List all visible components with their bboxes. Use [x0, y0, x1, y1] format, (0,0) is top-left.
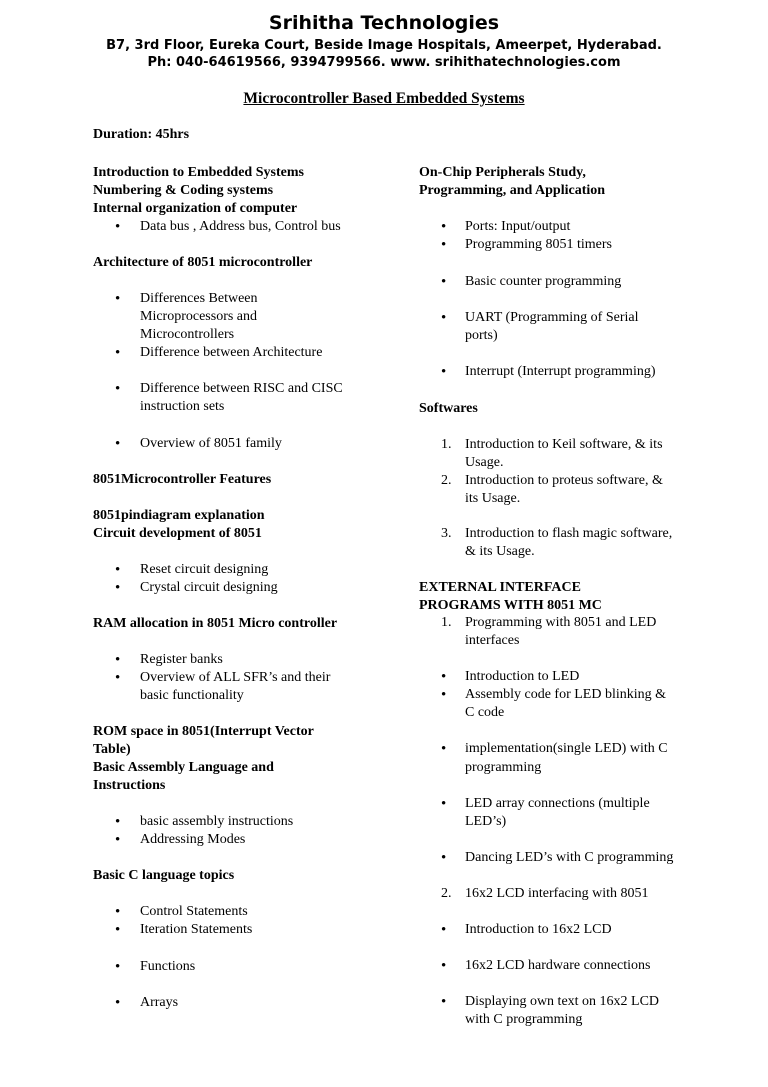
course-title	[0, 90, 768, 108]
list-item: Differences Between	[140, 291, 258, 306]
list-item: Data bus , Address bus, Control bus	[140, 219, 341, 234]
bullet-marker: •	[441, 796, 447, 812]
bullet-marker: •	[115, 832, 121, 848]
list-item: Control Statements	[140, 904, 248, 919]
list-item: Introduction to Keil software, & its	[465, 437, 663, 452]
section-heading: Softwares	[419, 401, 478, 416]
bullet-marker: •	[441, 741, 447, 757]
list-item: C code	[465, 705, 505, 720]
list-item: Reset circuit designing	[140, 562, 269, 577]
section-heading: 8051Microcontroller Features	[93, 472, 272, 487]
section-heading: Introduction to Embedded Systems	[93, 165, 304, 180]
list-item: interfaces	[465, 633, 520, 648]
bullet-marker: •	[115, 381, 121, 397]
list-item: 16x2 LCD interfacing with 8051	[465, 886, 649, 901]
list-item: Introduction to flash magic software,	[465, 526, 673, 541]
list-item: with C programming	[465, 1012, 583, 1027]
section-heading: Numbering & Coding systems	[93, 183, 274, 198]
number-marker: 2.	[441, 473, 452, 488]
bullet-marker: •	[115, 959, 121, 975]
list-item: implementation(single LED) with C	[465, 741, 668, 756]
section-heading: Basic Assembly Language and	[93, 760, 274, 775]
list-item: Introduction to proteus software, &	[465, 473, 663, 488]
list-item: Ports: Input/output	[465, 219, 571, 234]
section-heading: PROGRAMS WITH 8051 MC	[419, 598, 602, 613]
list-item: Functions	[140, 959, 196, 974]
list-item: UART (Programming of Serial	[465, 310, 639, 325]
list-item: basic functionality	[140, 688, 244, 703]
section-heading: Internal organization of computer	[93, 201, 298, 216]
bullet-marker: •	[115, 345, 121, 361]
company-address: B7, 3rd Floor, Eureka Court, Beside Image Hospitals, Ameerpet, Hyderabad.	[106, 38, 662, 53]
bullet-marker: •	[115, 436, 121, 452]
bullet-marker: •	[441, 922, 447, 938]
bullet-marker: •	[441, 669, 447, 685]
list-item: instruction sets	[140, 399, 225, 414]
bullet-marker: •	[115, 291, 121, 307]
bullet-marker: •	[441, 958, 447, 974]
list-item: Microcontrollers	[140, 327, 235, 342]
duration: Duration: 45hrs	[93, 127, 190, 142]
list-item: Arrays	[140, 995, 179, 1010]
section-heading: Circuit development of 8051	[93, 526, 262, 541]
list-item: 16x2 LCD hardware connections	[465, 958, 651, 973]
bullet-marker: •	[115, 580, 121, 596]
section-heading: 8051pindiagram explanation	[93, 508, 265, 523]
list-item: Register banks	[140, 652, 223, 667]
bullet-marker: •	[441, 687, 447, 703]
list-item: Basic counter programming	[465, 274, 622, 289]
bullet-marker: •	[115, 904, 121, 920]
list-item: Iteration Statements	[140, 922, 253, 937]
section-heading: RAM allocation in 8051 Micro controller	[93, 616, 338, 631]
section-heading: Instructions	[93, 778, 166, 793]
list-item: Interrupt (Interrupt programming)	[465, 364, 656, 379]
bullet-marker: •	[441, 994, 447, 1010]
bullet-marker: •	[441, 274, 447, 290]
section-heading: Architecture of 8051 microcontroller	[93, 255, 313, 270]
company-contact: Ph: 040-64619566, 9394799566. www. srihithatechnologies.com	[147, 55, 621, 70]
bullet-marker: •	[441, 219, 447, 235]
list-item: Displaying own text on 16x2 LCD	[465, 994, 660, 1009]
bullet-marker: •	[115, 219, 121, 235]
list-item: Overview of 8051 family	[140, 436, 282, 451]
company-name: Srihitha Technologies	[268, 12, 500, 34]
list-item: LED’s)	[465, 814, 507, 829]
list-item: Crystal circuit designing	[140, 580, 278, 595]
list-item: ports)	[465, 328, 498, 343]
list-item: LED array connections (multiple	[465, 796, 650, 811]
number-marker: 1.	[441, 437, 452, 452]
list-item: Dancing LED’s with C programming	[465, 850, 674, 865]
course-title-text: Microcontroller Based Embedded Systems	[243, 90, 525, 107]
section-heading: Table)	[93, 742, 131, 757]
section-heading: ROM space in 8051(Interrupt Vector	[93, 724, 314, 739]
list-item: its Usage.	[465, 491, 521, 506]
list-item: Microprocessors and	[140, 309, 258, 324]
bullet-marker: •	[115, 670, 121, 686]
list-item: Addressing Modes	[140, 832, 246, 847]
list-item: Introduction to LED	[465, 669, 580, 684]
bullet-marker: •	[115, 995, 121, 1011]
list-item: Difference between RISC and CISC	[140, 381, 343, 396]
list-item: Usage.	[465, 455, 504, 470]
bullet-marker: •	[441, 237, 447, 253]
bullet-marker: •	[441, 364, 447, 380]
bullet-marker: •	[115, 814, 121, 830]
list-item: programming	[465, 760, 542, 775]
list-item: Overview of ALL SFR’s and their	[140, 670, 331, 685]
list-item: Programming 8051 timers	[465, 237, 612, 252]
section-heading: On-Chip Peripherals Study,	[419, 165, 586, 180]
list-item: & its Usage.	[465, 544, 535, 559]
number-marker: 1.	[441, 615, 452, 630]
list-item: basic assembly instructions	[140, 814, 294, 829]
list-item: Assembly code for LED blinking &	[465, 687, 667, 702]
bullet-marker: •	[441, 850, 447, 866]
bullet-marker: •	[441, 310, 447, 326]
section-heading: Programming, and Application	[419, 183, 606, 198]
number-marker: 3.	[441, 526, 452, 541]
list-item: Introduction to 16x2 LCD	[465, 922, 612, 937]
bullet-marker: •	[115, 652, 121, 668]
list-item: Programming with 8051 and LED	[465, 615, 657, 630]
list-item: Difference between Architecture	[140, 345, 323, 360]
section-heading: Basic C language topics	[93, 868, 235, 883]
bullet-marker: •	[115, 922, 121, 938]
section-heading: EXTERNAL INTERFACE	[419, 580, 581, 595]
number-marker: 2.	[441, 886, 452, 901]
bullet-marker: •	[115, 562, 121, 578]
